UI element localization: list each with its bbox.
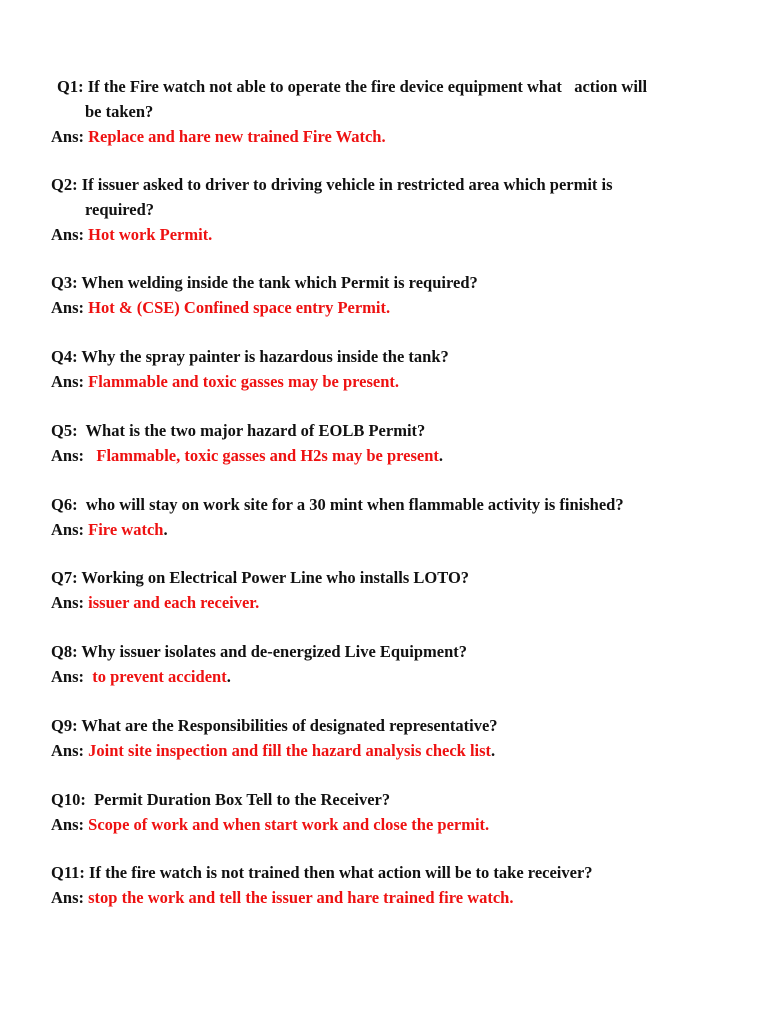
question-text: Q11: If the fire watch is not trained then what action will be to take receiver? [51,863,593,882]
answer-line [51,295,711,320]
answer-text: Hot work Permit. [88,225,213,244]
answer-trail: . [438,446,444,465]
answer-line [51,590,711,615]
answer-text: to prevent accident [92,667,227,686]
question-text: Q4: Why the spray painter is hazardous inside the tank? [51,347,449,366]
question-text: Q2: If issuer asked to driver to driving vehicle in restricted area which permit is [51,175,613,194]
qa-block-q2 [51,172,711,247]
answer-text: Hot & (CSE) Confined space entry Permit. [88,298,391,317]
answer-trail: . [491,741,496,760]
question-text: Q8: Why issuer isolates and de-energized Live Equipment? [51,642,468,661]
answer-label: Ans: [51,815,89,834]
answer-label: Ans: [51,593,89,612]
question-text: Q5: What is the two major hazard of EOLB Permit? [51,421,426,440]
qa-block-q1 [51,74,711,149]
answer-label: Ans: [51,127,89,146]
answer-line [51,517,711,542]
answer-trail: . [163,520,168,539]
question-text: Q6: who will stay on work site for a 30 mint when flammable activity is finished? [51,495,624,514]
answer-text: Flammable and toxic gasses may be present. [88,372,400,391]
answer-line [51,664,711,689]
qa-block-q7 [51,565,711,615]
question-text-continued: required? [85,200,155,219]
answer-label: Ans: [51,225,89,244]
answer-line [51,222,711,247]
answer-line [51,443,711,468]
question-text: Q3: When welding inside the tank which Permit is required? [51,273,478,292]
qa-block-q8 [51,639,711,689]
qa-block-q6 [51,492,711,542]
answer-label: Ans: [51,520,89,539]
answer-line [51,369,711,394]
question-text: Q1: If the Fire watch not able to operate the fire device equipment what action will [57,77,648,96]
answer-text: stop the work and tell the issuer and hare trained fire watch. [88,888,514,907]
question-text: Q7: Working on Electrical Power Line who installs LOTO? [51,568,470,587]
question-text: Q9: What are the Responsibilities of designated representative? [51,716,498,735]
qa-block-q10 [51,787,711,837]
answer-label: Ans: [51,741,89,760]
answer-text: issuer and each receiver. [88,593,260,612]
answer-trail: . [226,667,231,686]
qa-block-q11 [51,860,711,910]
answer-text: Replace and hare new trained Fire Watch. [88,127,386,146]
answer-text: Scope of work and when start work and close the permit. [88,815,490,834]
answer-line [51,738,711,763]
answer-label: Ans: [51,372,89,391]
answer-line [51,124,711,149]
question-text: Q10: Permit Duration Box Tell to the Receiver? [51,790,391,809]
answer-label: Ans: [51,298,89,317]
qa-block-q3 [51,270,711,320]
answer-text: Flammable, toxic gasses and H2s may be present [96,446,439,465]
answer-label: Ans: [51,446,97,465]
qa-block-q9 [51,713,711,763]
qa-block-q4 [51,344,711,394]
answer-text: Joint site inspection and fill the hazard analysis check list [88,741,492,760]
question-text-continued: be taken? [85,102,154,121]
answer-line [51,885,711,910]
answer-line [51,812,711,837]
answer-label: Ans: [51,667,93,686]
qa-block-q5 [51,418,711,468]
answer-text: Fire watch [88,520,164,539]
answer-label: Ans: [51,888,89,907]
